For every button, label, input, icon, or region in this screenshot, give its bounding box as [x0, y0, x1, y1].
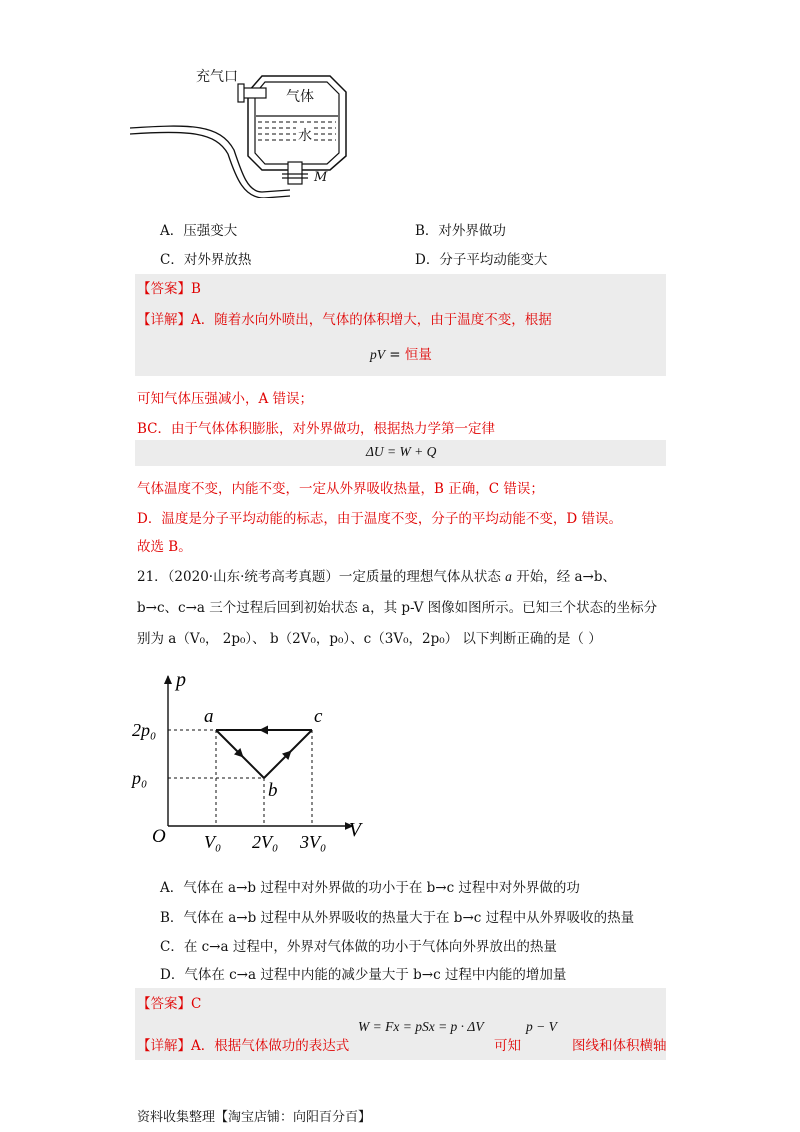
- x-tick-label-2: 2V₀: [252, 832, 279, 852]
- x-tick-label-3: 3V₀: [300, 832, 327, 852]
- process-arrow-c-a: [259, 726, 268, 735]
- q21-stem-line2: b→c、c→a 三个过程后回到初始状态 a，其 p-V 图像如图所示。已知三个状态的坐标分: [137, 600, 658, 616]
- detail-text1: A．根据气体做功的表达式: [191, 1038, 350, 1054]
- answer-value: C: [191, 996, 202, 1012]
- q21-option-c: C．在 c→a 过程中，外界对气体做的功小于气体向外界放出的热量: [160, 939, 557, 955]
- x-tick-label-1: V₀: [204, 832, 222, 852]
- answer-tag: 【答案】: [137, 281, 191, 297]
- origin-label: O: [152, 826, 166, 847]
- q21-answer: [137, 992, 201, 1012]
- answer-value: B: [191, 281, 201, 297]
- stem-text-a: 21．（2020·山东·统考高考真题）一定质量的理想气体从状态: [137, 569, 506, 585]
- q21-work-formula: W = Fx = pSx = p · ΔV: [358, 1019, 484, 1034]
- y-tick-label-2: 2p₀: [132, 720, 157, 740]
- answer-tag: 【答案】: [137, 996, 191, 1012]
- y-axis-label: p: [176, 669, 186, 691]
- q21-stem-line1: [137, 565, 616, 585]
- q21-stem-line3: 别为 a（V₀， 2p₀）、 b（2V₀，p₀）、c（3V₀，2p₀） 以下判断正确的是（ ）: [137, 631, 602, 647]
- pv-chart: [130, 660, 380, 860]
- inlet-label: 充气口: [196, 69, 238, 85]
- q20-detail-line5: D．温度是分子平均动能的标志，由于温度不变，分子的平均动能不变，D 错误。: [137, 511, 622, 527]
- q21-detail-text2: 可知: [494, 1038, 521, 1054]
- q20-detail-line3: BC．由于气体体积膨胀，对外界做功，根据热力学第一定律: [137, 421, 495, 437]
- detail-tag: 【详解】: [137, 1038, 191, 1054]
- q21-option-d: D．气体在 c→a 过程中内能的减少量大于 b→c 过程中内能的增加量: [160, 967, 567, 983]
- point-label-a: a: [204, 706, 214, 727]
- q20-detail-line6: 故选 B。: [137, 539, 192, 555]
- eq-constant: 恒量: [404, 347, 432, 363]
- q21-pv-label: p − V: [526, 1019, 557, 1034]
- q20-equation2: ΔU = W + Q: [366, 444, 437, 459]
- detail-tag: 【详解】: [137, 312, 191, 328]
- eq-equals: =: [385, 347, 405, 363]
- water-label: 水: [296, 125, 314, 145]
- q20-detail-line4: 气体温度不变，内能不变，一定从外界吸收热量，B 正确，C 错误；: [137, 481, 544, 497]
- q20-detail-line2: 可知气体压强减小，A 错误；: [137, 391, 314, 407]
- valve-label: M: [314, 170, 328, 185]
- point-label-b: b: [268, 780, 278, 801]
- page-footer: 资料收集整理【淘宝店铺：向阳百分百】: [137, 1110, 372, 1125]
- q20-detail-line1: [137, 308, 552, 328]
- x-axis-label: V: [348, 819, 362, 841]
- q20-option-c: C．对外界放热: [160, 252, 252, 268]
- y-tick-label-1: p₀: [132, 768, 148, 788]
- q20-equation1: [370, 343, 432, 363]
- detail-text: A．随着水向外喷出，气体的体积增大，由于温度不变，根据: [191, 312, 552, 328]
- q21-option-a: A．气体在 a→b 过程中对外界做的功小于在 b→c 过程中对外界做的功: [160, 880, 580, 896]
- q21-detail-tag-text: [137, 1034, 349, 1054]
- q20-option-b: B．对外界做功: [415, 223, 506, 239]
- q20-option-d: D．分子平均动能变大: [415, 252, 548, 268]
- q21-option-b: B．气体在 a→b 过程中从外界吸收的热量大于在 b→c 过程中从外界吸收的热量: [160, 910, 635, 926]
- q20-option-a: A．压强变大: [160, 223, 238, 239]
- eq-pv: pV: [370, 347, 385, 362]
- stem-state-a: a: [505, 569, 512, 584]
- q20-answer: [137, 277, 201, 297]
- q21-detail-text3: 图线和体积横轴: [572, 1038, 667, 1054]
- stem-text-c: 开始，经 a→b、: [511, 569, 617, 585]
- gas-label: 气体: [286, 89, 314, 105]
- point-label-c: c: [314, 706, 323, 727]
